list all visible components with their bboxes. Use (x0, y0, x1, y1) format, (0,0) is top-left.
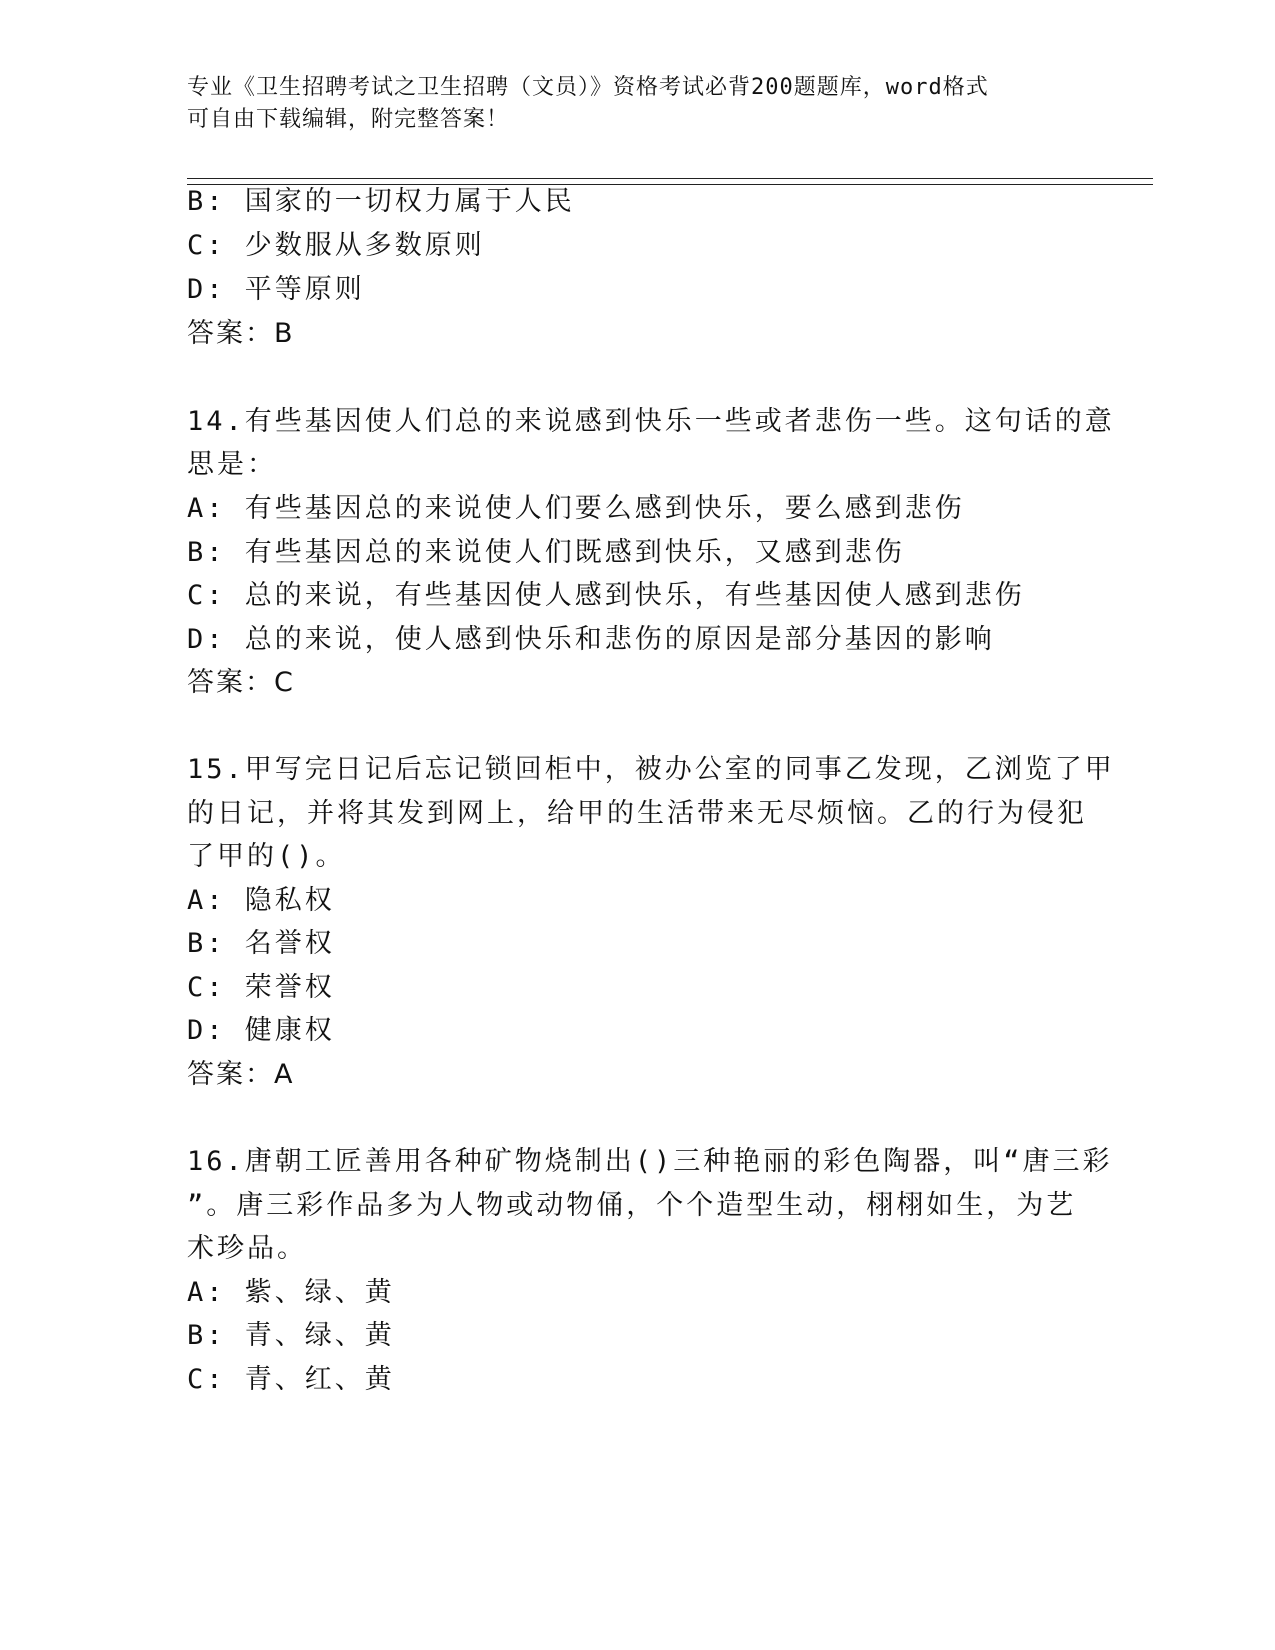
page-header (187, 72, 1067, 136)
q14-stem-line-1: 14.有些基因使人们总的来说感到快乐一些或者悲伤一些。这句话的意 (187, 406, 1115, 437)
q16-option-b: B: 青、绿、黄 (187, 1320, 395, 1351)
q14-option-a: A: 有些基因总的来说使人们要么感到快乐，要么感到悲伤 (187, 493, 965, 524)
q15-option-a: A: 隐私权 (187, 885, 335, 916)
q13-answer: 答案：B (187, 318, 295, 349)
q16-option-c: C: 青、红、黄 (187, 1364, 395, 1395)
q14-option-d: D: 总的来说，使人感到快乐和悲伤的原因是部分基因的影响 (187, 624, 995, 655)
q14-stem-line-2: 思是： (187, 449, 277, 480)
q15-stem-line-2: 的日记，并将其发到网上，给甲的生活带来无尽烦恼。乙的行为侵犯 (187, 798, 1087, 829)
q14-option-c: C: 总的来说，有些基因使人感到快乐，有些基因使人感到悲伤 (187, 580, 1025, 611)
q15-stem-line-1: 15.甲写完日记后忘记锁回柜中，被办公室的同事乙发现，乙浏览了甲 (187, 754, 1115, 785)
q13-option-b: B: 国家的一切权力属于人民 (187, 186, 575, 217)
q13-option-c: C: 少数服从多数原则 (187, 230, 485, 261)
q15-option-b: B: 名誉权 (187, 928, 335, 959)
header-rule-top (187, 178, 1153, 179)
header-line-2: 可自由下载编辑，附完整答案！ (187, 107, 510, 132)
q15-option-d: D: 健康权 (187, 1015, 335, 1046)
q15-stem-line-3: 了甲的()。 (187, 841, 346, 872)
q14-answer: 答案：C (187, 667, 295, 698)
q16-stem-line-3: 术珍品。 (187, 1233, 307, 1264)
q15-option-c: C: 荣誉权 (187, 972, 335, 1003)
q14-option-b: B: 有些基因总的来说使人们既感到快乐，又感到悲伤 (187, 537, 905, 568)
q15-answer: 答案：A (187, 1059, 295, 1090)
q16-stem-line-1: 16.唐朝工匠善用各种矿物烧制出()三种艳丽的彩色陶器，叫“唐三彩 (187, 1146, 1113, 1177)
q16-stem-line-2: ”。唐三彩作品多为人物或动物俑，个个造型生动，栩栩如生，为艺 (187, 1190, 1077, 1221)
q13-option-d: D: 平等原则 (187, 274, 365, 305)
header-line-1: 专业《卫生招聘考试之卫生招聘（文员）》资格考试必背200题题库，word格式 (187, 75, 989, 100)
q16-option-a: A: 紫、绿、黄 (187, 1277, 395, 1308)
